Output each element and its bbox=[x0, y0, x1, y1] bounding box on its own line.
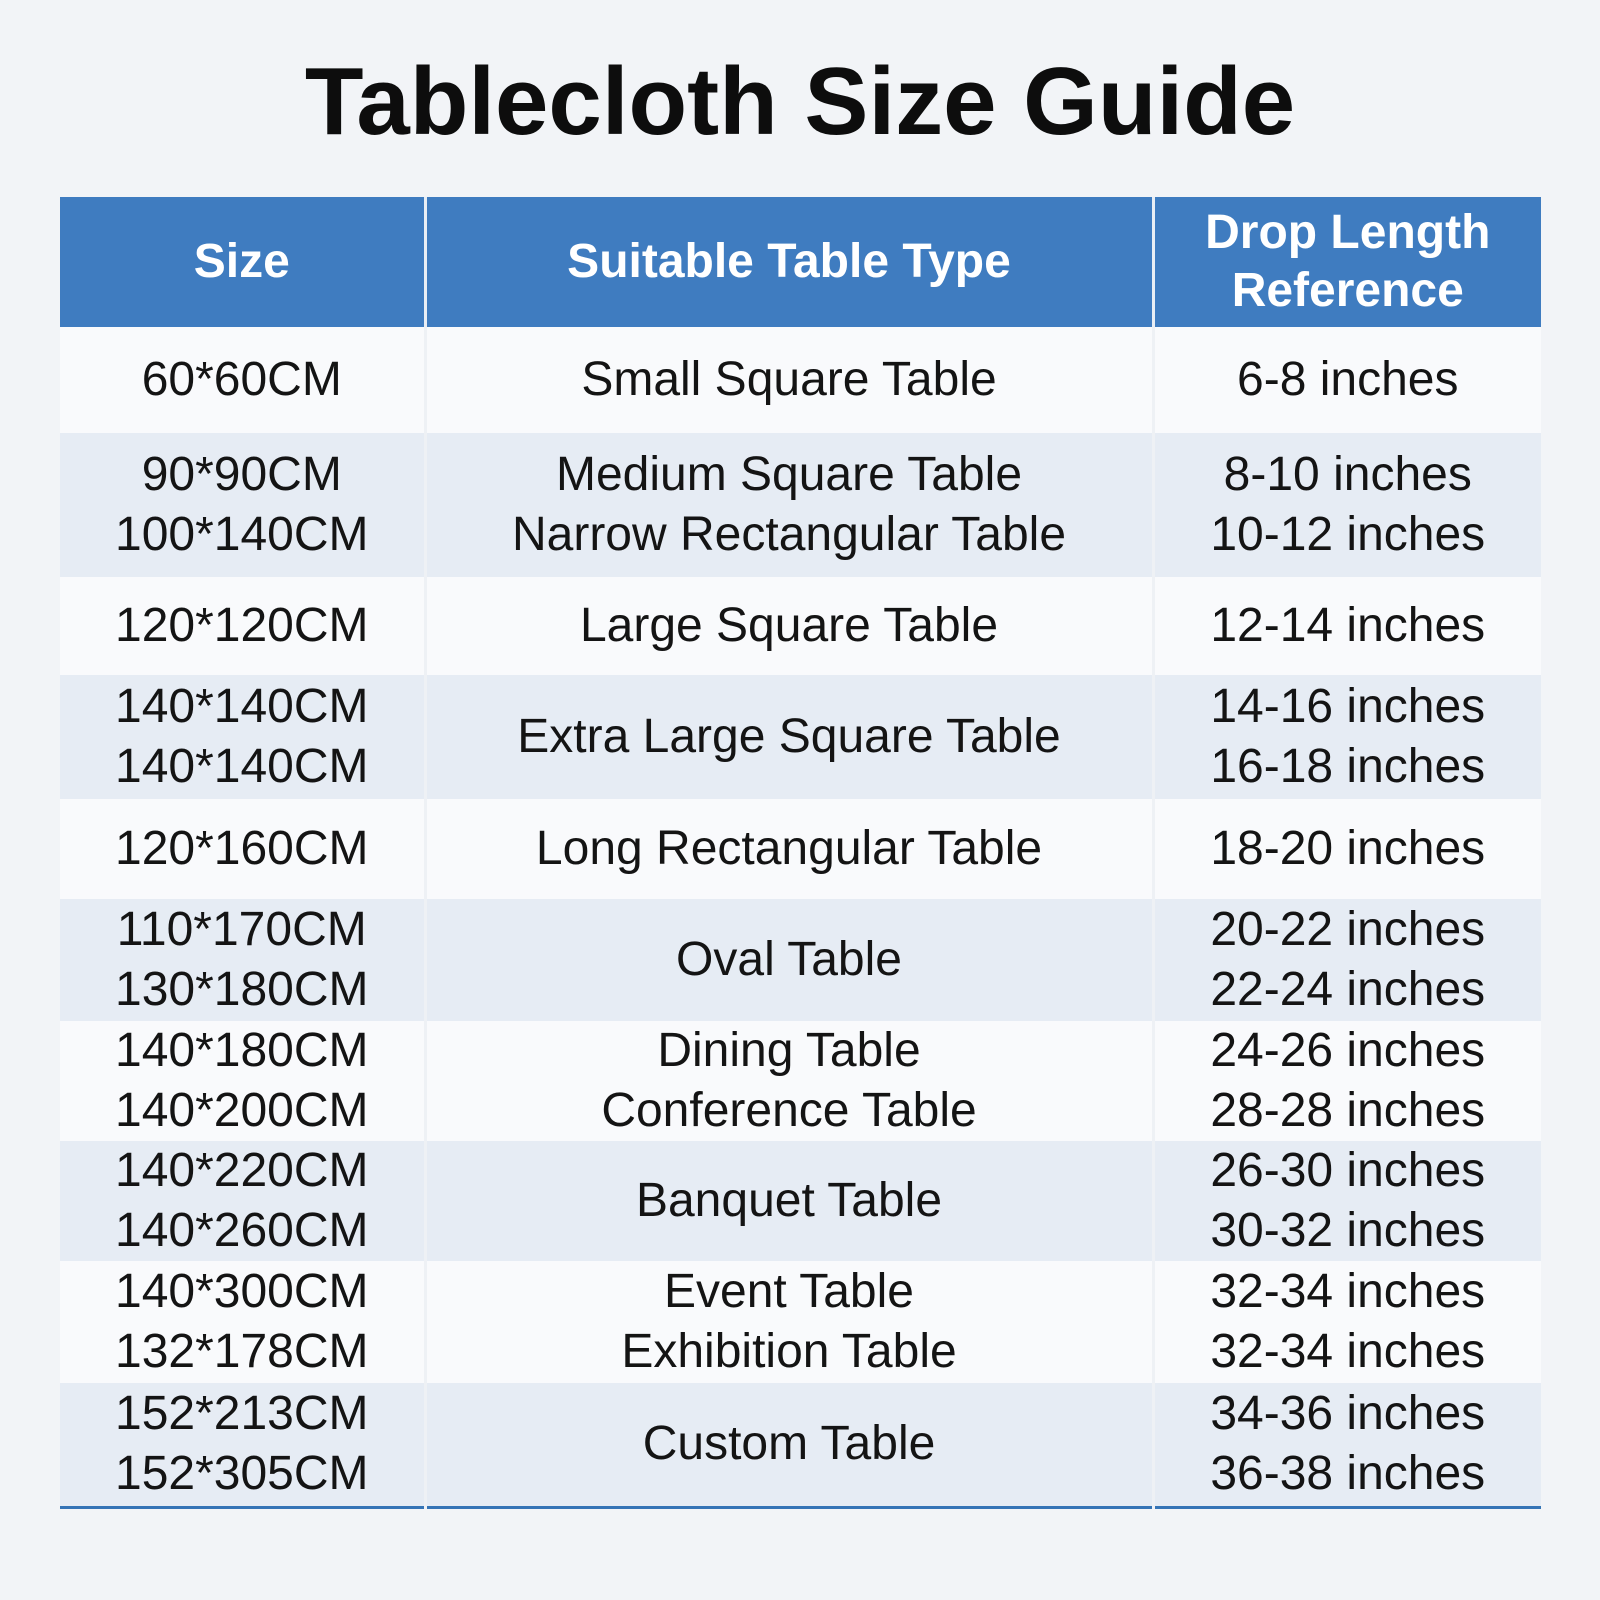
table-row bbox=[60, 433, 1541, 577]
drop-length-cell bbox=[1153, 1141, 1541, 1261]
drop-length-cell-text: 18-20 inches bbox=[1210, 822, 1486, 875]
size-cell-text: 140*220CM bbox=[115, 1144, 369, 1197]
size-cell-text: 140*260CM bbox=[115, 1204, 369, 1257]
drop-length-cell-text: 22-24 inches bbox=[1210, 963, 1486, 1016]
table-type-cell bbox=[425, 327, 1153, 433]
size-cell-text: 100*140CM bbox=[115, 508, 369, 561]
size-cell-text: 140*140CM bbox=[115, 740, 369, 793]
size-cell-text: 110*170CM bbox=[116, 903, 367, 956]
drop-length-cell bbox=[1153, 899, 1541, 1021]
table-type-cell-text: Oval Table bbox=[676, 933, 902, 986]
drop-length-cell-text: 6-8 inches bbox=[1237, 353, 1459, 406]
size-cell bbox=[60, 899, 425, 1021]
drop-length-cell-text: 30-32 inches bbox=[1210, 1204, 1486, 1257]
header-drop-line-1: Drop Length bbox=[1205, 206, 1491, 259]
size-cell-text: 140*200CM bbox=[115, 1084, 369, 1137]
drop-length-cell-text: 28-28 inches bbox=[1210, 1084, 1486, 1137]
table-type-cell bbox=[425, 1261, 1153, 1383]
table-type-cell-text: Event Table bbox=[664, 1265, 914, 1318]
drop-length-cell-text: 24-26 inches bbox=[1210, 1024, 1486, 1077]
table-type-cell bbox=[425, 799, 1153, 899]
table-type-cell-text: Narrow Rectangular Table bbox=[511, 508, 1067, 561]
drop-length-cell bbox=[1153, 433, 1541, 577]
size-cell bbox=[60, 1141, 425, 1261]
size-cell-text: 140*140CM bbox=[115, 680, 369, 733]
drop-length-cell-text: 34-36 inches bbox=[1210, 1387, 1486, 1441]
size-cell-text: 152*213CM bbox=[115, 1387, 369, 1441]
drop-length-cell-text: 12-14 inches bbox=[1210, 599, 1486, 652]
size-cell bbox=[60, 1261, 425, 1383]
header-table-type: Suitable Table Type bbox=[425, 197, 1153, 327]
drop-length-cell-text: 16-18 inches bbox=[1210, 740, 1486, 793]
size-cell bbox=[60, 433, 425, 577]
table-type-cell-text: Medium Square Table bbox=[555, 448, 1023, 501]
table-row bbox=[60, 899, 1541, 1021]
size-cell-text: 140*300CM bbox=[115, 1265, 369, 1318]
size-cell-text: 120*120CM bbox=[115, 599, 369, 652]
size-cell bbox=[60, 1021, 425, 1141]
drop-length-cell bbox=[1153, 1261, 1541, 1383]
drop-length-cell bbox=[1153, 327, 1541, 433]
drop-length-cell-text: 32-34 inches bbox=[1210, 1325, 1486, 1378]
drop-length-cell-text: 36-38 inches bbox=[1210, 1447, 1486, 1501]
drop-length-cell bbox=[1153, 675, 1541, 799]
size-cell-text: 132*178CM bbox=[115, 1325, 369, 1378]
drop-length-cell-text: 26-30 inches bbox=[1210, 1144, 1486, 1197]
table-type-cell bbox=[425, 675, 1153, 799]
size-cell-text: 60*60CM bbox=[141, 353, 342, 406]
drop-length-cell bbox=[1153, 1021, 1541, 1141]
table-type-cell-text: Custom Table bbox=[642, 1417, 936, 1471]
size-cell-text: 152*305CM bbox=[115, 1447, 369, 1501]
table-header-row bbox=[60, 197, 1541, 327]
table-row bbox=[60, 327, 1541, 433]
table-type-cell bbox=[425, 899, 1153, 1021]
header-size: Size bbox=[60, 197, 425, 327]
table-type-cell bbox=[425, 1141, 1153, 1261]
table-body bbox=[60, 327, 1541, 1507]
drop-length-cell-text: 20-22 inches bbox=[1210, 903, 1486, 956]
drop-length-cell bbox=[1153, 1383, 1541, 1507]
drop-length-cell-text: 14-16 inches bbox=[1210, 680, 1486, 733]
table-row bbox=[60, 1261, 1541, 1383]
drop-length-cell bbox=[1153, 799, 1541, 899]
table-row bbox=[60, 799, 1541, 899]
table-row bbox=[60, 577, 1541, 675]
table-type-cell-text: Extra Large Square Table bbox=[517, 710, 1061, 763]
table-type-cell-text: Dining Table bbox=[657, 1024, 921, 1077]
size-cell bbox=[60, 577, 425, 675]
drop-length-cell-text: 8-10 inches bbox=[1223, 448, 1472, 501]
table-type-cell bbox=[425, 433, 1153, 577]
table-type-cell-text: Long Rectangular Table bbox=[535, 822, 1043, 875]
size-guide-table bbox=[60, 197, 1541, 1509]
header-drop-line-2: Reference bbox=[1231, 264, 1464, 317]
size-cell bbox=[60, 675, 425, 799]
table-type-cell-text: Exhibition Table bbox=[621, 1325, 957, 1378]
table-type-cell bbox=[425, 1383, 1153, 1507]
table-type-cell-text: Small Square Table bbox=[581, 353, 997, 406]
size-cell bbox=[60, 327, 425, 433]
table-type-cell bbox=[425, 577, 1153, 675]
table-row bbox=[60, 1021, 1541, 1141]
size-cell bbox=[60, 799, 425, 899]
size-cell-text: 140*180CM bbox=[115, 1024, 369, 1077]
size-cell-text: 130*180CM bbox=[115, 963, 369, 1016]
page-title: Tablecloth Size Guide bbox=[304, 48, 1296, 155]
table-type-cell-text: Banquet Table bbox=[635, 1174, 943, 1227]
drop-length-cell-text: 32-34 inches bbox=[1210, 1265, 1486, 1318]
header-drop-length bbox=[1153, 197, 1541, 327]
size-cell-text: 120*160CM bbox=[115, 822, 369, 875]
table-type-cell-text: Large Square Table bbox=[579, 599, 999, 652]
table-type-cell bbox=[425, 1021, 1153, 1141]
table-row bbox=[60, 1383, 1541, 1507]
size-cell-text: 90*90CM bbox=[141, 448, 342, 501]
table-row bbox=[60, 675, 1541, 799]
table-type-cell-text: Conference Table bbox=[601, 1084, 977, 1137]
drop-length-cell bbox=[1153, 577, 1541, 675]
size-cell bbox=[60, 1383, 425, 1507]
table-row bbox=[60, 1141, 1541, 1261]
drop-length-cell-text: 10-12 inches bbox=[1210, 508, 1486, 561]
